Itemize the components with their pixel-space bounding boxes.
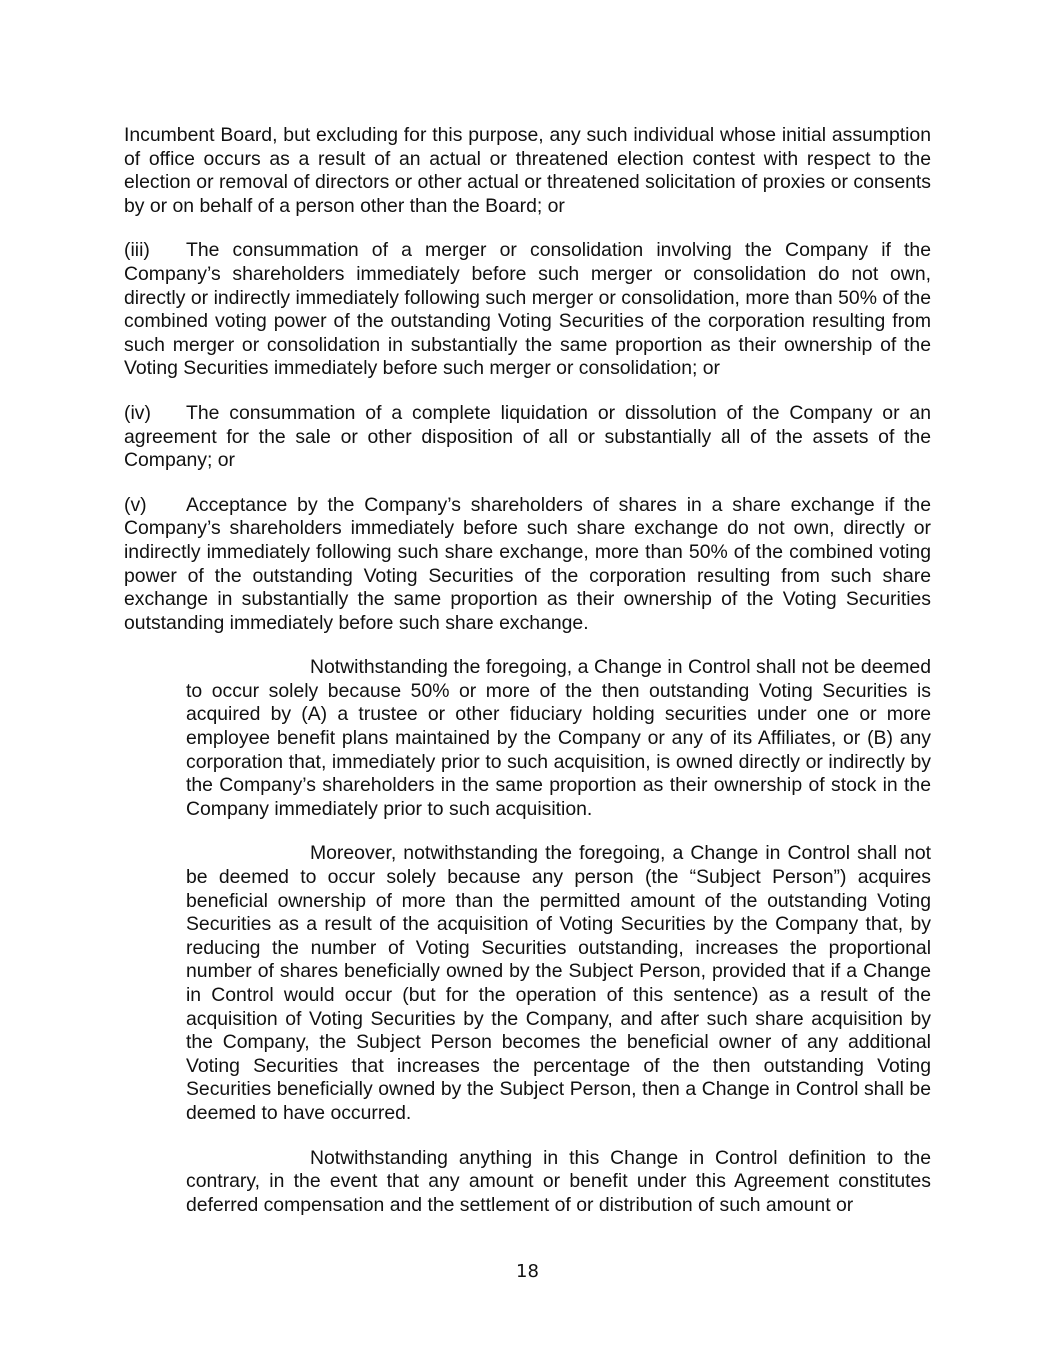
- page-number: 18: [516, 1261, 539, 1282]
- indented-paragraph-subject-person: Moreover, notwithstanding the foregoing, a Change in Control shall not be deemed to occur solely because any person (the “Subject Person”) acquires beneficial ownership of more than the permitted amount of the outstanding Voting Securities as a result of the acquisition of Voting Securities by the Company that, by reducing the number of Voting Securities outstanding, increases the proportional number of shares beneficially owned by the Subject Person, provided that if a Change in Control would occur (but for the operation of this sentence) as a result of the acquisition of Voting Securities by the Company, and after such share acquisition by the Company, the Subject Person becomes the beneficial owner of any additional Voting Securities that increases the percentage of the then outstanding Voting Securities beneficially owned by the Subject Person, then a Change in Control shall be deemed to have occurred.: [186, 842, 931, 1124]
- clause-text: The consummation of a complete liquidation or dissolution of the Company or an agreement for the sale or other disposition of all or substantially all of the assets of the Company; or: [124, 401, 931, 472]
- document-body: [124, 124, 931, 1238]
- paragraph-text: Incumbent Board, but excluding for this purpose, any such individual whose initial assumption of office occurs as a result of an actual or threatened election contest with respect to the election or removal of directors or other actual or threatened solicitation of proxies or consents by or on behalf of a person other than the Board; or: [124, 124, 931, 217]
- clause-label: (iv): [124, 401, 151, 424]
- indented-paragraph-fiduciary-exception: Notwithstanding the foregoing, a Change in Control shall not be deemed to occur solely because 50% or more of the then outstanding Voting Securities is acquired by (A) a trustee or other fiduciary holding securities under one or more employee benefit plans maintained by the Company or any of its Affiliates, or (B) any corporation that, immediately prior to such acquisition, is owned directly or indirectly by the Company’s shareholders in the same proportion as their ownership of stock in the Company immediately prior to such acquisition.: [186, 656, 931, 820]
- paragraph-incumbent-board: [124, 124, 931, 218]
- clause-label: (iii): [124, 239, 150, 262]
- indented-paragraph-deferred-compensation: Notwithstanding anything in this Change in Control definition to the contrary, in the event that any amount or benefit under this Agreement constitutes deferred compensation and the settlement of or distribution of such amount or: [186, 1146, 931, 1216]
- clause-iv: [124, 402, 931, 473]
- clause-v: [124, 494, 931, 636]
- clause-text: The consummation of a merger or consolidation involving the Company if the Company’s shareholders immediately before such merger or consolidation do not own, directly or indirectly immediately following such merger or consolidation, more than 50% of the combined voting power of the outstanding Voting Securities of the corporation resulting from such merger or consolidation in substantially the same proportion as their ownership of the Voting Securities immediately before such merger or consolidation; or: [124, 239, 931, 380]
- clause-text: Acceptance by the Company’s shareholders of shares in a share exchange if the Company’s shareholders immediately before such share exchange do not own, directly or indirectly immediately following such share exchange, more than 50% of the combined voting power of the outstanding Voting Securities of the corporation resulting from such share exchange in substantially the same proportion as their ownership of the Voting Securities outstanding immediately before such share exchange.: [124, 493, 931, 634]
- clause-iii: [124, 239, 931, 381]
- clause-label: (v): [124, 493, 147, 516]
